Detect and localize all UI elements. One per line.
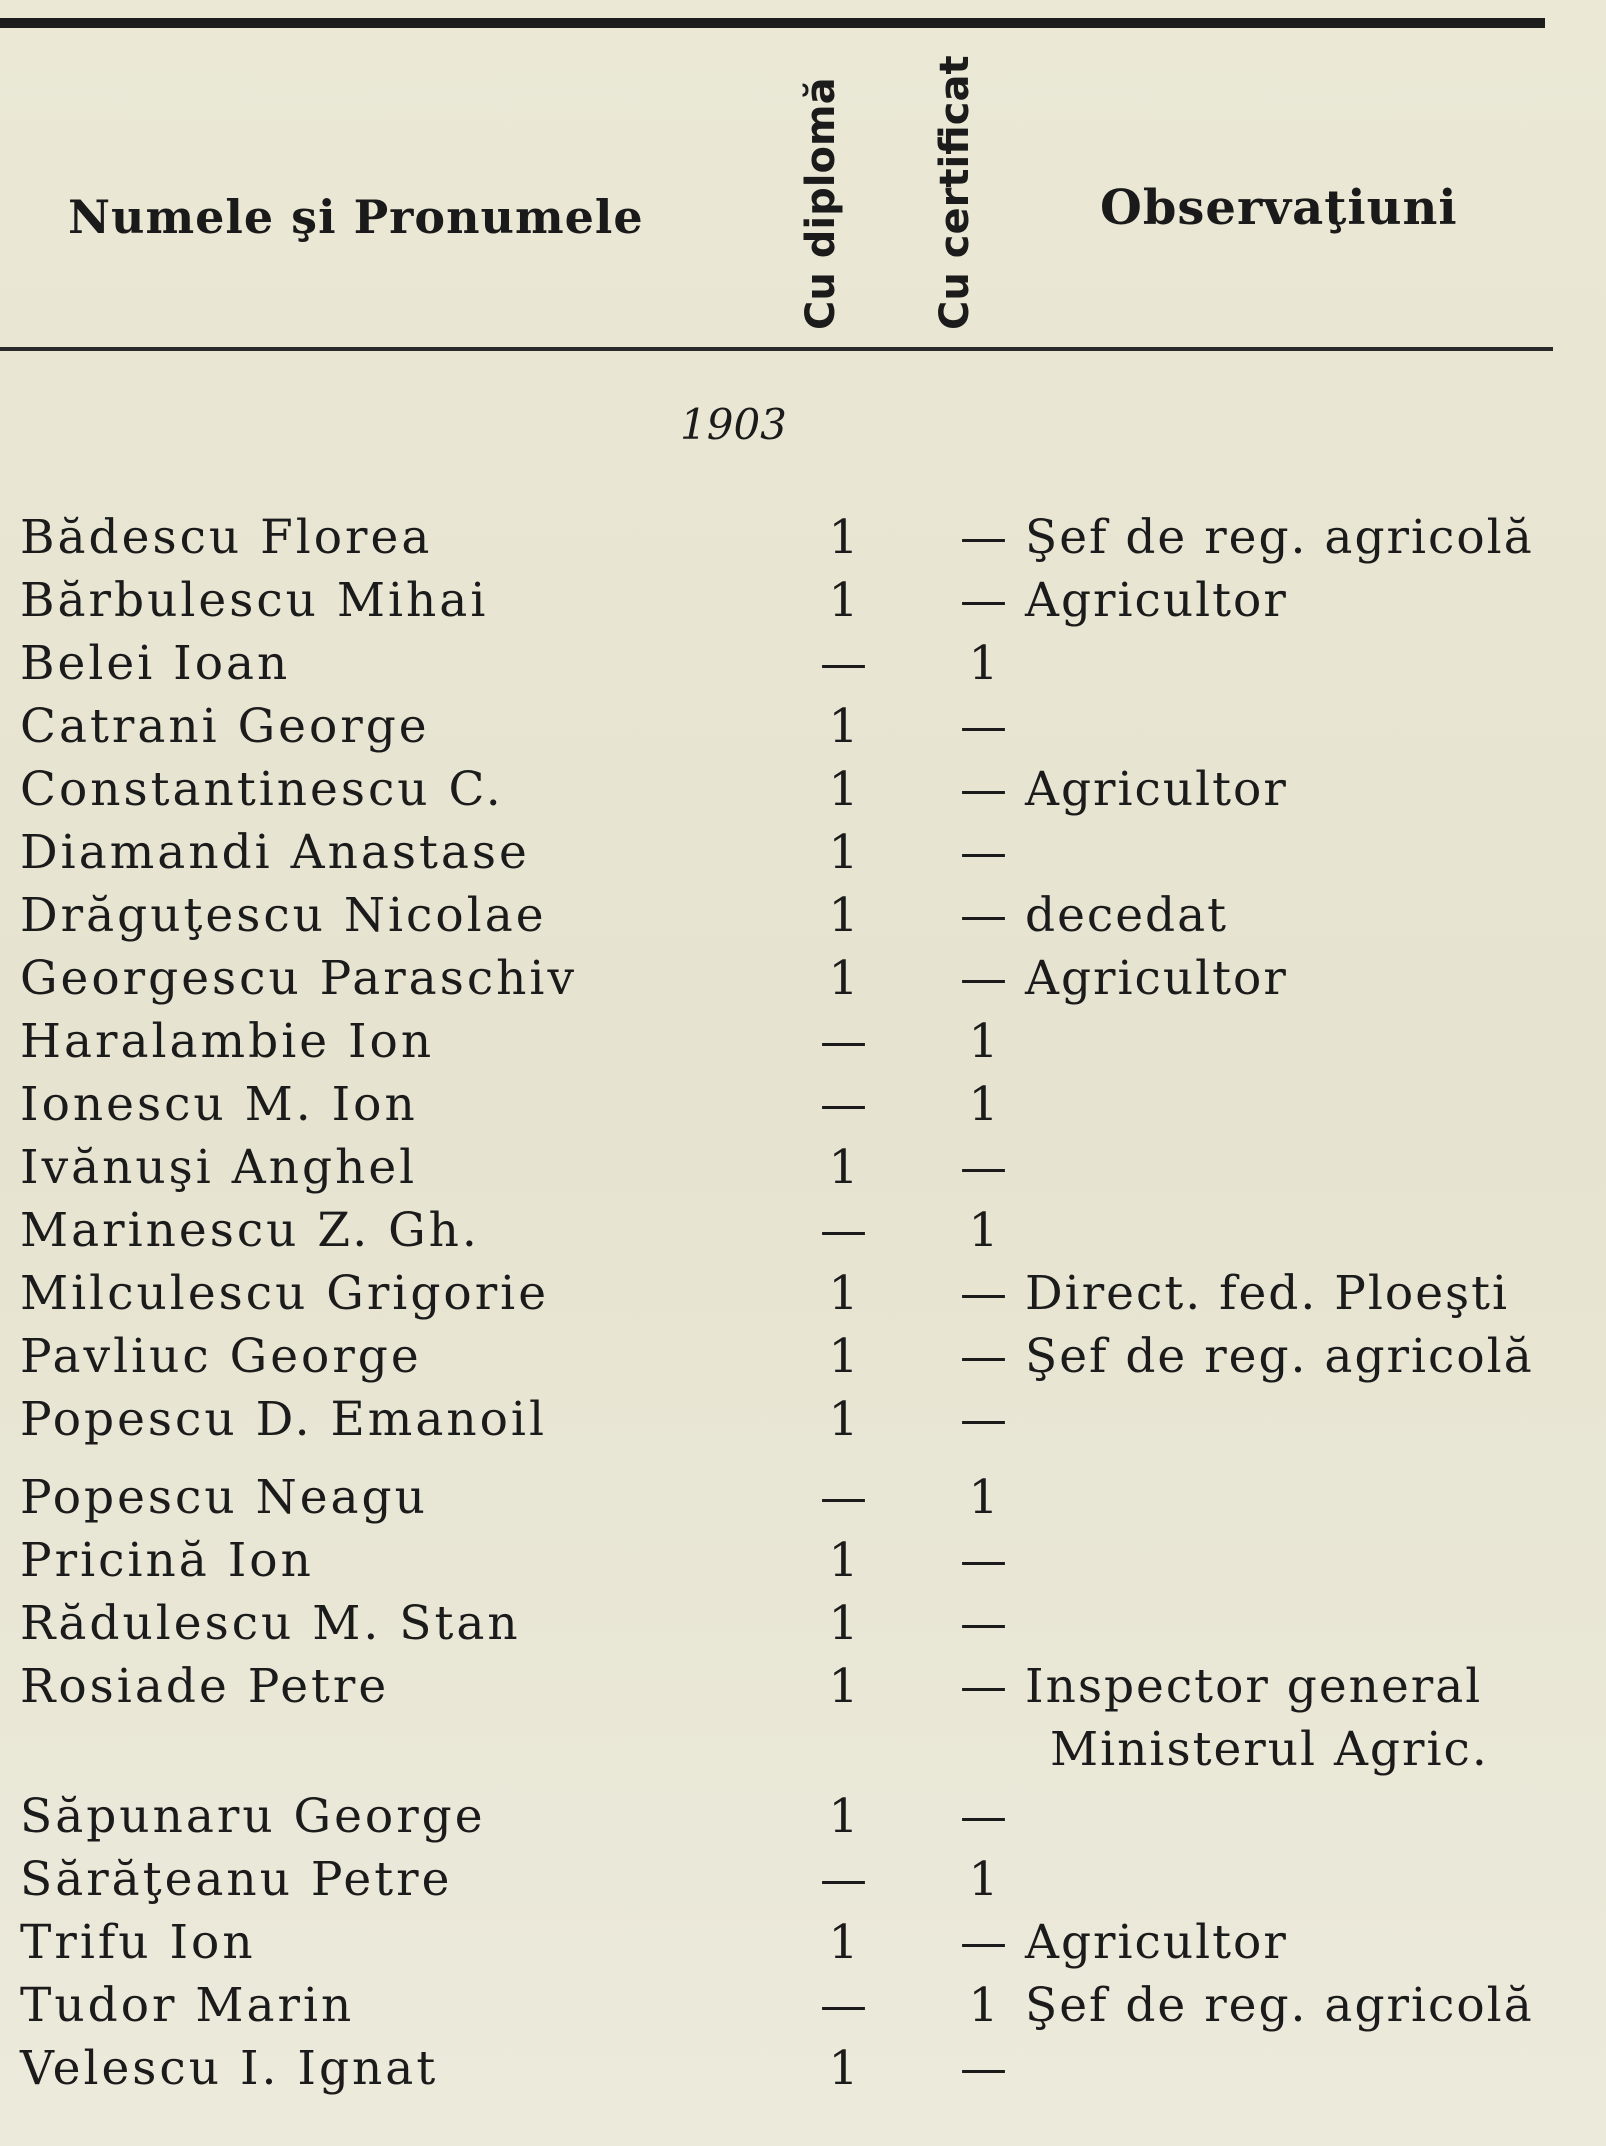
row-name: Sărăţeanu Petre bbox=[20, 1852, 453, 1907]
row-certificate: — bbox=[960, 1329, 1010, 1384]
table-row bbox=[0, 825, 1606, 885]
table-row bbox=[0, 1329, 1606, 1389]
header-certificate-column: Cu certificat bbox=[932, 55, 978, 330]
row-observation: Agricultor bbox=[1025, 1915, 1288, 1970]
row-name: Marinescu Z. Gh. bbox=[20, 1203, 480, 1258]
row-diploma: — bbox=[820, 1852, 870, 1907]
row-diploma: — bbox=[820, 1014, 870, 1069]
row-observation: decedat bbox=[1025, 888, 1229, 943]
table-row bbox=[0, 1789, 1606, 1849]
table-row bbox=[0, 1140, 1606, 1200]
table-row bbox=[0, 1852, 1606, 1912]
row-name: Pavliuc George bbox=[20, 1329, 422, 1384]
row-name: Milculescu Grigorie bbox=[20, 1266, 550, 1321]
row-diploma: 1 bbox=[828, 888, 862, 943]
row-diploma: 1 bbox=[828, 2041, 862, 2096]
row-certificate: — bbox=[960, 1392, 1010, 1447]
row-diploma: — bbox=[820, 1077, 870, 1132]
table-row bbox=[0, 1915, 1606, 1975]
row-diploma: 1 bbox=[828, 573, 862, 628]
row-name: Velescu I. Ignat bbox=[20, 2041, 439, 2096]
row-name: Haralambie Ion bbox=[20, 1014, 435, 1069]
row-diploma: 1 bbox=[828, 1533, 862, 1588]
table-row bbox=[0, 699, 1606, 759]
row-certificate: 1 bbox=[968, 1014, 1002, 1069]
row-certificate: — bbox=[960, 1915, 1010, 1970]
row-diploma: 1 bbox=[828, 1596, 862, 1651]
header-diploma-column: Cu diplomă bbox=[798, 77, 844, 330]
row-name: Popescu D. Emanoil bbox=[20, 1392, 547, 1447]
row-name: Popescu Neagu bbox=[20, 1470, 428, 1525]
row-certificate: — bbox=[960, 573, 1010, 628]
row-diploma: — bbox=[820, 1470, 870, 1525]
row-diploma: 1 bbox=[828, 510, 862, 565]
header-observations-column: Observaţiuni bbox=[1100, 180, 1458, 236]
year-heading: 1903 bbox=[680, 400, 787, 449]
row-certificate: — bbox=[960, 951, 1010, 1006]
row-certificate: 1 bbox=[968, 1978, 1002, 2033]
table-row bbox=[0, 1596, 1606, 1656]
row-observation: Şef de reg. agricolă bbox=[1025, 510, 1534, 565]
row-diploma: 1 bbox=[828, 1392, 862, 1447]
table-row bbox=[0, 1392, 1606, 1452]
row-observation: Direct. fed. Ploeşti bbox=[1025, 1266, 1510, 1321]
table-row bbox=[0, 888, 1606, 948]
row-diploma: — bbox=[820, 636, 870, 691]
row-diploma: 1 bbox=[828, 1266, 862, 1321]
row-observation: Agricultor bbox=[1025, 762, 1288, 817]
row-diploma: 1 bbox=[828, 1140, 862, 1195]
table-row bbox=[0, 1077, 1606, 1137]
row-certificate: 1 bbox=[968, 1470, 1002, 1525]
row-observation: Şef de reg. agricolă bbox=[1025, 1978, 1534, 2033]
row-certificate: — bbox=[960, 888, 1010, 943]
table-row bbox=[0, 1203, 1606, 1263]
row-name: Georgescu Paraschiv bbox=[20, 951, 577, 1006]
row-diploma: 1 bbox=[828, 762, 862, 817]
row-name: Ionescu M. Ion bbox=[20, 1077, 418, 1132]
row-diploma: — bbox=[820, 1978, 870, 2033]
table-row bbox=[0, 510, 1606, 570]
table-row bbox=[0, 762, 1606, 822]
row-certificate: 1 bbox=[968, 636, 1002, 691]
row-certificate: — bbox=[960, 1596, 1010, 1651]
row-name: Rădulescu M. Stan bbox=[20, 1596, 521, 1651]
table-row bbox=[0, 1533, 1606, 1593]
row-certificate: — bbox=[960, 762, 1010, 817]
row-certificate: — bbox=[960, 510, 1010, 565]
row-certificate: — bbox=[960, 699, 1010, 754]
row-name: Drăguţescu Nicolae bbox=[20, 888, 547, 943]
table-row bbox=[0, 573, 1606, 633]
row-certificate: 1 bbox=[968, 1203, 1002, 1258]
row-name: Bărbulescu Mihai bbox=[20, 573, 489, 628]
row-certificate: — bbox=[960, 2041, 1010, 2096]
row-name: Pricină Ion bbox=[20, 1533, 314, 1588]
row-certificate: — bbox=[960, 1140, 1010, 1195]
row-certificate: 1 bbox=[968, 1852, 1002, 1907]
table-row bbox=[0, 1659, 1606, 1719]
row-certificate: — bbox=[960, 1789, 1010, 1844]
header-name-column: Numele şi Pronumele bbox=[68, 190, 644, 244]
row-certificate: — bbox=[960, 1266, 1010, 1321]
observation-continuation: Ministerul Agric. bbox=[1050, 1722, 1489, 1777]
row-diploma: 1 bbox=[828, 1915, 862, 1970]
row-name: Tudor Marin bbox=[20, 1978, 355, 2033]
row-observation: Agricultor bbox=[1025, 573, 1288, 628]
table-row bbox=[0, 1014, 1606, 1074]
row-certificate: — bbox=[960, 825, 1010, 880]
row-observation: Inspector general bbox=[1025, 1659, 1483, 1714]
row-observation: Şef de reg. agricolă bbox=[1025, 1329, 1534, 1384]
table-row bbox=[0, 636, 1606, 696]
row-name: Diamandi Anastase bbox=[20, 825, 530, 880]
table-row bbox=[0, 1470, 1606, 1530]
row-certificate: — bbox=[960, 1659, 1010, 1714]
row-diploma: 1 bbox=[828, 699, 862, 754]
table-row bbox=[0, 951, 1606, 1011]
row-diploma: 1 bbox=[828, 1659, 862, 1714]
row-name: Bădescu Florea bbox=[20, 510, 433, 565]
row-diploma: 1 bbox=[828, 825, 862, 880]
row-name: Catrani George bbox=[20, 699, 430, 754]
row-diploma: 1 bbox=[828, 1789, 862, 1844]
row-diploma: 1 bbox=[828, 951, 862, 1006]
row-certificate: — bbox=[960, 1533, 1010, 1588]
row-name: Săpunaru George bbox=[20, 1789, 486, 1844]
table-row bbox=[0, 1978, 1606, 2038]
table-row bbox=[0, 1266, 1606, 1326]
row-name: Ivănuşi Anghel bbox=[20, 1140, 418, 1195]
row-diploma: — bbox=[820, 1203, 870, 1258]
row-name: Belei Ioan bbox=[20, 636, 291, 691]
row-observation: Agricultor bbox=[1025, 951, 1288, 1006]
row-diploma: 1 bbox=[828, 1329, 862, 1384]
table-row bbox=[0, 2041, 1606, 2101]
top-rule bbox=[0, 18, 1545, 28]
header-rule bbox=[0, 347, 1553, 351]
row-name: Rosiade Petre bbox=[20, 1659, 390, 1714]
row-certificate: 1 bbox=[968, 1077, 1002, 1132]
row-name: Constantinescu C. bbox=[20, 762, 504, 817]
row-name: Trifu Ion bbox=[20, 1915, 256, 1970]
